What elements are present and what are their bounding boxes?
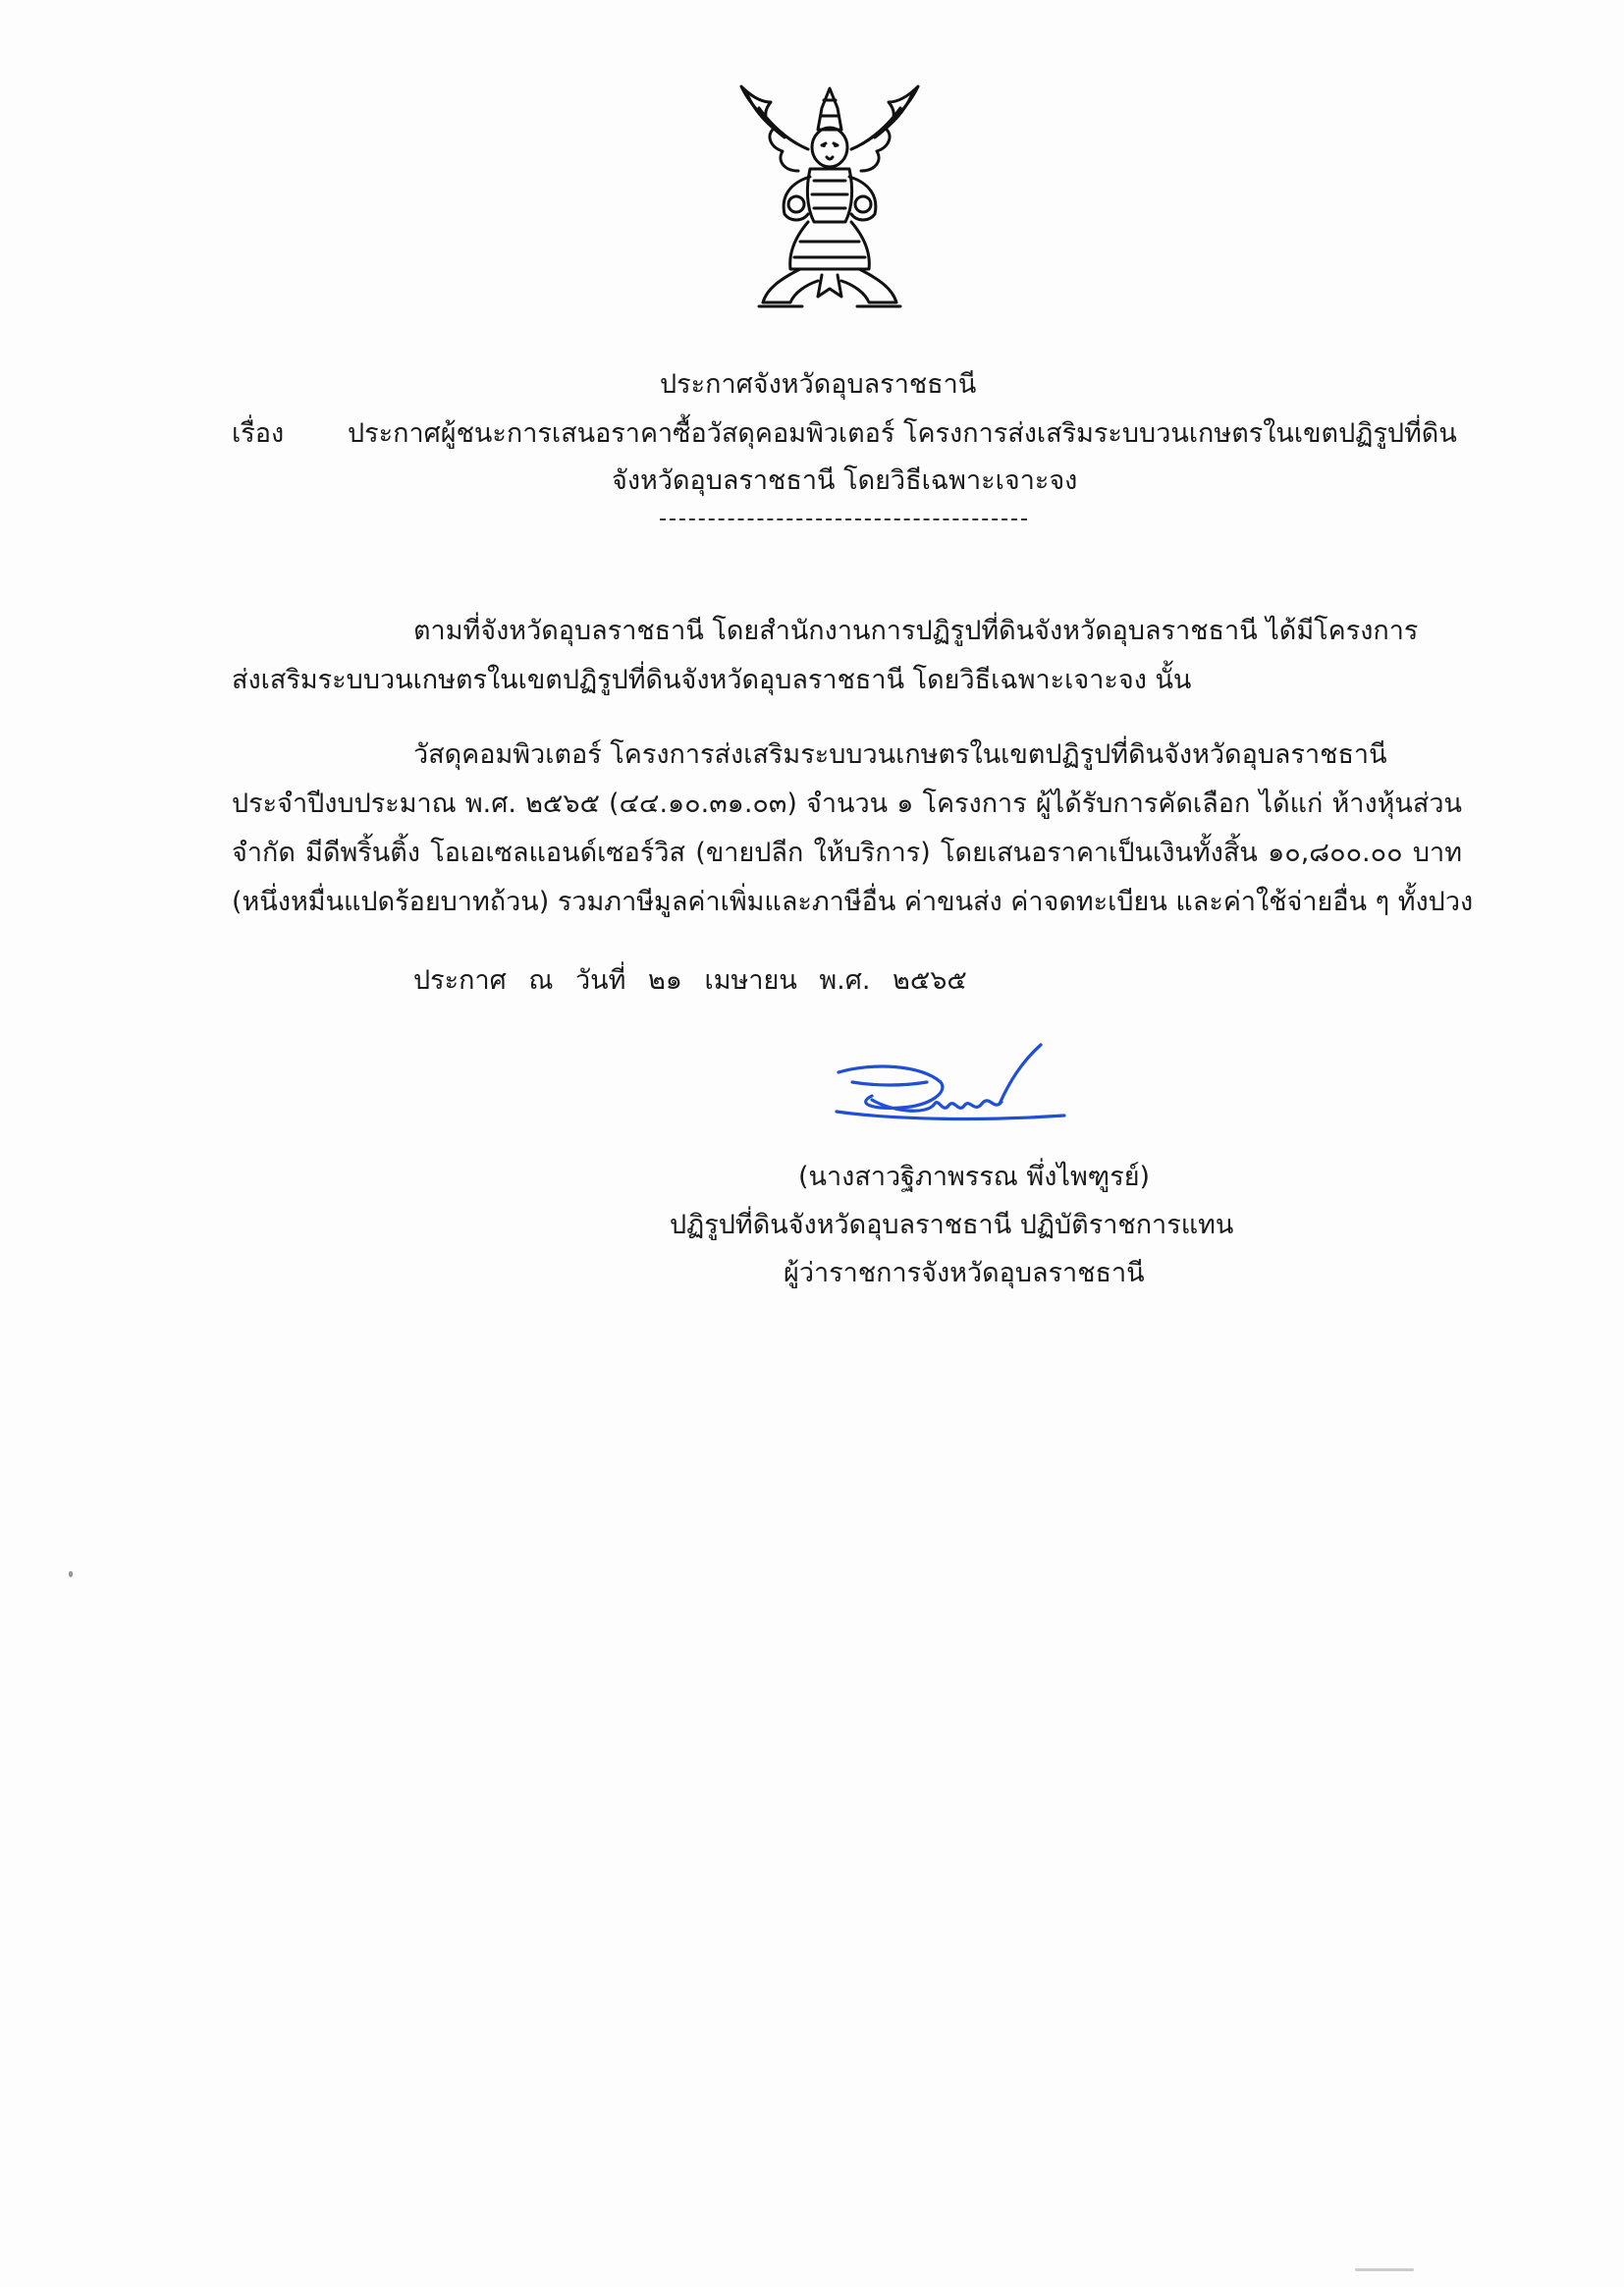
announcement-date: ประกาศ ณ วันที่ ๒๑ เมษายน พ.ศ. ๒๕๖๕ xyxy=(413,965,967,996)
subject-label: เรื่อง xyxy=(232,418,285,449)
paragraph-2-line-4: (หนึ่งหมื่นแปดร้อยบาทถ้วน) รวมภาษีมูลค่าเพิ่มและภาษีอื่น ค่าขนส่ง ค่าจดทะเบียน และค่าใช้จ่ายอื่น ๆ ทั้งปวง xyxy=(232,887,1474,917)
signer-position-1: ปฏิรูปที่ดินจังหวัดอุบลราชธานี ปฏิบัติราชการแทน xyxy=(670,1210,1234,1240)
subject-row xyxy=(232,414,1457,454)
signer-name: (นางสาวฐิภาพรรณ พึ่งไพฑูรย์) xyxy=(798,1162,1151,1192)
subject-line-1: ประกาศผู้ชนะการเสนอราคาซื้อวัสดุคอมพิวเตอร์ โครงการส่งเสริมระบบวนเกษตรในเขตปฏิรูปที่ดิน xyxy=(348,418,1457,449)
scan-speck xyxy=(69,1571,73,1577)
garuda-emblem xyxy=(712,79,947,319)
subject-line-2: จังหวัดอุบลราชธานี โดยวิธีเฉพาะเจาะจง xyxy=(612,465,1078,496)
paragraph-2 xyxy=(232,731,1474,927)
scan-speck xyxy=(1355,2268,1414,2271)
paragraph-2-line-1: วัสดุคอมพิวเตอร์ โครงการส่งเสริมระบบวนเกษตรในเขตปฏิรูปที่ดินจังหวัดอุบลราชธานี xyxy=(413,739,1387,770)
signer-position-2: ผู้ว่าราชการจังหวัดอุบลราชธานี xyxy=(784,1258,1145,1288)
document-heading: ประกาศจังหวัดอุบลราชธานี xyxy=(660,369,977,400)
paragraph-1 xyxy=(232,607,1462,705)
paragraph-1-line-1: ตามที่จังหวัดอุบลราชธานี โดยสำนักงานการปฏิรูปที่ดินจังหวัดอุบลราชธานี ได้มีโครงการ xyxy=(413,616,1419,646)
paragraph-2-line-3: จำกัด มีดีพริ้นติ้ง โอเอเซลแอนด์เซอร์วิส (ขายปลีก ให้บริการ) โดยเสนอราคาเป็นเงินทั้งสิ้น ๑๐,๘๐๐.๐๐ บาท xyxy=(232,838,1462,868)
handwritten-signature xyxy=(833,1043,1068,1171)
paragraph-1-line-2: ส่งเสริมระบบวนเกษตรในเขตปฏิรูปที่ดินจังหวัดอุบลราชธานี โดยวิธีเฉพาะเจาะจง นั้น xyxy=(232,665,1192,695)
paragraph-2-line-2: ประจำปีงบประมาณ พ.ศ. ๒๕๖๕ (๔๔.๑๐.๓๑.๐๓) จำนวน ๑ โครงการ ผู้ได้รับการคัดเลือก ได้แก่ ห้างหุ้นส่วน xyxy=(232,789,1462,819)
heading-divider xyxy=(660,518,1027,520)
